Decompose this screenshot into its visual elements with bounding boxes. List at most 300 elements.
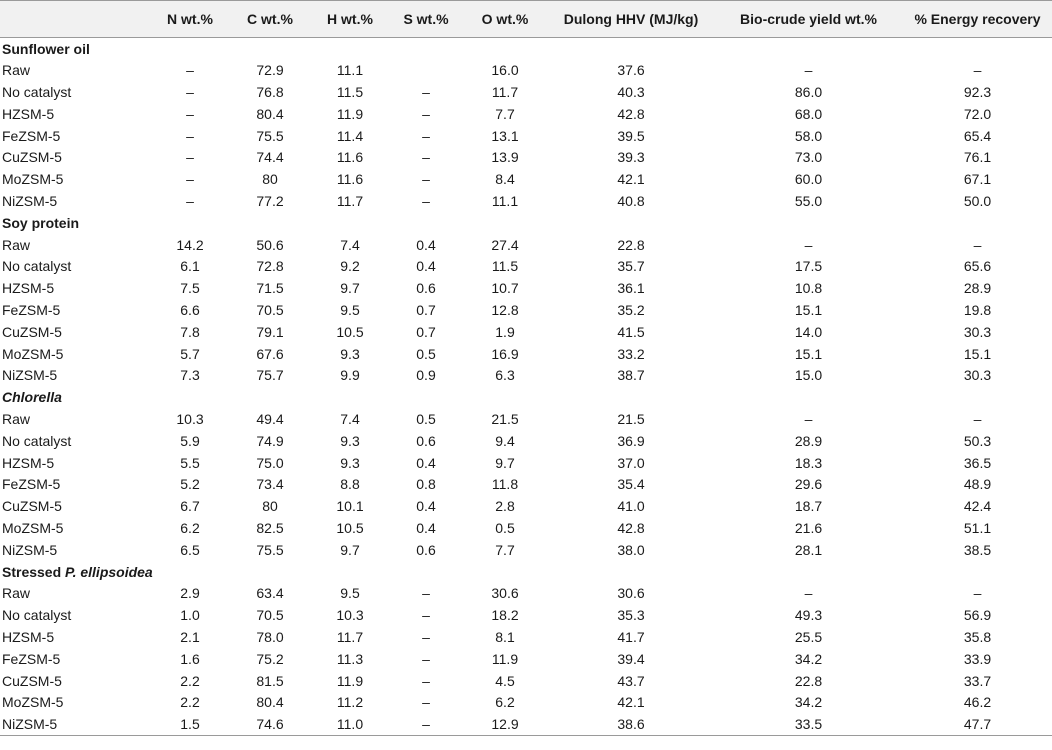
hhv-cell: 41.5 xyxy=(617,323,645,340)
nitrogen-cell: – xyxy=(186,192,194,209)
hhv-cell: 42.8 xyxy=(617,105,645,122)
yield-cell: 34.2 xyxy=(794,694,823,711)
hydrogen-cell: 9.9 xyxy=(340,367,360,384)
hydrogen-cell: 9.5 xyxy=(340,301,360,318)
sulfur-cell: – xyxy=(422,83,430,100)
energy-recovery-cell: 76.1 xyxy=(963,149,992,166)
oxygen-cell: 27.4 xyxy=(491,236,519,253)
table-row xyxy=(0,691,1052,713)
yield-cell: 10.8 xyxy=(794,280,823,297)
yield-cell: 60.0 xyxy=(794,171,823,188)
table-row xyxy=(0,648,1052,670)
energy-recovery-cell: 50.3 xyxy=(963,432,992,449)
hydrogen-cell: 9.7 xyxy=(340,541,360,558)
sulfur-cell: 0.4 xyxy=(416,454,436,471)
header-cell-blank xyxy=(0,1,150,38)
sulfur-cell: – xyxy=(422,628,430,645)
table-row xyxy=(0,168,1052,190)
yield-cell: 58.0 xyxy=(794,127,823,144)
oxygen-cell: 2.8 xyxy=(495,498,515,515)
sulfur-cell: 0.6 xyxy=(416,541,436,558)
nitrogen-cell: 14.2 xyxy=(176,236,204,253)
table-row xyxy=(0,103,1052,125)
table-row xyxy=(0,713,1052,735)
oxygen-cell: 11.8 xyxy=(491,476,519,493)
table-row xyxy=(0,539,1052,561)
yield-cell: 28.9 xyxy=(794,432,823,449)
header-cell-hydrogen: H wt.% xyxy=(327,11,373,27)
hhv-cell: 33.2 xyxy=(617,345,645,362)
nitrogen-cell: 2.2 xyxy=(180,672,200,689)
yield-cell: – xyxy=(804,236,813,253)
table-row xyxy=(0,452,1052,474)
hydrogen-cell: 10.1 xyxy=(336,498,364,515)
energy-recovery-cell: 38.5 xyxy=(963,541,992,558)
carbon-cell: 71.5 xyxy=(256,280,284,297)
table-row xyxy=(0,59,1052,81)
sulfur-cell: 0.4 xyxy=(416,519,436,536)
row-label: No catalyst xyxy=(2,607,72,624)
row-label: No catalyst xyxy=(2,83,72,100)
hydrogen-cell: 9.3 xyxy=(340,345,360,362)
row-label: NiZSM-5 xyxy=(2,192,58,209)
table-row xyxy=(0,604,1052,626)
oxygen-cell: 4.5 xyxy=(495,672,515,689)
row-label: FeZSM-5 xyxy=(2,476,61,493)
sulfur-cell: – xyxy=(422,607,430,624)
energy-recovery-cell: – xyxy=(973,236,982,253)
section-title-text: Soy protein xyxy=(2,214,80,231)
row-label: Raw xyxy=(2,62,31,79)
table-header-row xyxy=(0,1,1052,38)
sulfur-cell: – xyxy=(422,149,430,166)
sulfur-cell: 0.7 xyxy=(416,301,436,318)
hydrogen-cell: 7.4 xyxy=(340,236,360,253)
section-title-prefix: Stressed xyxy=(2,563,66,580)
nitrogen-cell: 10.3 xyxy=(176,410,204,427)
yield-cell: 18.7 xyxy=(794,498,823,515)
oxygen-cell: 21.5 xyxy=(491,410,519,427)
hydrogen-cell: 11.9 xyxy=(336,672,364,689)
hhv-cell: 40.3 xyxy=(617,83,645,100)
section-header-row xyxy=(0,38,1052,60)
yield-cell: – xyxy=(804,410,813,427)
yield-cell: 17.5 xyxy=(794,258,823,275)
oxygen-cell: 16.9 xyxy=(491,345,519,362)
oxygen-cell: 8.4 xyxy=(495,171,515,188)
section-header-row xyxy=(0,212,1052,234)
sulfur-cell: 0.5 xyxy=(416,410,436,427)
energy-recovery-cell: 30.3 xyxy=(963,323,992,340)
row-label: FeZSM-5 xyxy=(2,650,61,667)
sulfur-cell: 0.6 xyxy=(416,432,436,449)
nitrogen-cell: 1.0 xyxy=(180,607,200,624)
row-label: NiZSM-5 xyxy=(2,715,58,732)
header-cell-oxygen: O wt.% xyxy=(481,11,529,27)
section-title-italic: Chlorella xyxy=(2,389,62,406)
header-cell-energy-recovery: % Energy recovery xyxy=(914,11,1041,27)
energy-recovery-cell: 36.5 xyxy=(963,454,992,471)
row-label: MoZSM-5 xyxy=(2,694,64,711)
nitrogen-cell: – xyxy=(186,105,194,122)
hhv-cell: 39.4 xyxy=(617,650,645,667)
carbon-cell: 75.5 xyxy=(256,541,284,558)
row-label: MoZSM-5 xyxy=(2,519,64,536)
hhv-cell: 38.7 xyxy=(617,367,645,384)
yield-cell: 49.3 xyxy=(794,607,823,624)
section-title xyxy=(0,38,1052,60)
energy-recovery-cell: – xyxy=(973,585,982,602)
table-row xyxy=(0,125,1052,147)
oxygen-cell: 11.7 xyxy=(491,83,519,100)
section-title-italic: P. ellipsoidea xyxy=(65,563,153,580)
row-label: MoZSM-5 xyxy=(2,171,64,188)
hhv-cell: 35.4 xyxy=(617,476,645,493)
sulfur-cell: – xyxy=(422,127,430,144)
nitrogen-cell: 6.5 xyxy=(180,541,200,558)
oxygen-cell: 12.9 xyxy=(491,715,519,732)
nitrogen-cell: 6.2 xyxy=(180,519,200,536)
table-row xyxy=(0,234,1052,256)
hhv-cell: 42.8 xyxy=(617,519,645,536)
table-row xyxy=(0,517,1052,539)
table-row xyxy=(0,277,1052,299)
sulfur-cell xyxy=(390,59,462,81)
sulfur-cell: 0.4 xyxy=(416,258,436,275)
hydrogen-cell: 9.7 xyxy=(340,280,360,297)
table-row xyxy=(0,146,1052,168)
row-label: CuZSM-5 xyxy=(2,323,62,340)
energy-recovery-cell: 51.1 xyxy=(963,519,992,536)
carbon-cell: 63.4 xyxy=(256,585,284,602)
section-header-row xyxy=(0,561,1052,583)
yield-cell: 15.0 xyxy=(794,367,823,384)
table-row xyxy=(0,582,1052,604)
nitrogen-cell: 1.5 xyxy=(180,715,200,732)
nitrogen-cell: – xyxy=(186,83,194,100)
nitrogen-cell: 2.2 xyxy=(180,694,200,711)
sulfur-cell: – xyxy=(422,672,430,689)
section-title-text: Sunflower oil xyxy=(2,40,90,57)
oxygen-cell: 6.3 xyxy=(495,367,515,384)
carbon-cell: 80 xyxy=(262,498,278,515)
hhv-cell: 43.7 xyxy=(617,672,645,689)
hydrogen-cell: 9.3 xyxy=(340,432,360,449)
hydrogen-cell: 11.1 xyxy=(336,62,364,79)
row-label: No catalyst xyxy=(2,258,72,275)
table-row xyxy=(0,81,1052,103)
energy-recovery-cell: 46.2 xyxy=(963,694,992,711)
table-body xyxy=(0,38,1052,736)
nitrogen-cell: 5.5 xyxy=(180,454,200,471)
row-label: CuZSM-5 xyxy=(2,498,62,515)
oxygen-cell: 6.2 xyxy=(495,694,515,711)
oxygen-cell: 11.1 xyxy=(491,192,519,209)
nitrogen-cell: – xyxy=(186,149,194,166)
sulfur-cell: 0.9 xyxy=(416,367,436,384)
sulfur-cell: – xyxy=(422,585,430,602)
hydrogen-cell: 11.6 xyxy=(336,149,364,166)
hydrogen-cell: 7.4 xyxy=(340,410,360,427)
hhv-cell: 40.8 xyxy=(617,192,645,209)
yield-cell: 68.0 xyxy=(794,105,823,122)
energy-recovery-cell: 48.9 xyxy=(963,476,992,493)
yield-cell: 22.8 xyxy=(794,672,823,689)
carbon-cell: 82.5 xyxy=(256,519,284,536)
nitrogen-cell: 5.2 xyxy=(180,476,200,493)
carbon-cell: 80.4 xyxy=(256,105,284,122)
yield-cell: 55.0 xyxy=(794,192,823,209)
nitrogen-cell: 6.6 xyxy=(180,301,200,318)
carbon-cell: 79.1 xyxy=(256,323,284,340)
energy-recovery-cell: 65.4 xyxy=(963,127,992,144)
sulfur-cell: 0.4 xyxy=(416,498,436,515)
hhv-cell: 37.6 xyxy=(617,62,645,79)
nitrogen-cell: 5.9 xyxy=(180,432,200,449)
yield-cell: – xyxy=(804,585,813,602)
hhv-cell: 42.1 xyxy=(617,171,645,188)
hhv-cell: 36.9 xyxy=(617,432,645,449)
carbon-cell: 75.5 xyxy=(256,127,284,144)
hhv-cell: 30.6 xyxy=(617,585,645,602)
table-row xyxy=(0,364,1052,386)
energy-recovery-cell: 33.7 xyxy=(963,672,992,689)
sulfur-cell: 0.7 xyxy=(416,323,436,340)
energy-recovery-cell: 15.1 xyxy=(963,345,992,362)
carbon-cell: 73.4 xyxy=(256,476,284,493)
hhv-cell: 21.5 xyxy=(617,410,645,427)
row-label: NiZSM-5 xyxy=(2,367,58,384)
table-row xyxy=(0,321,1052,343)
nitrogen-cell: 5.7 xyxy=(180,345,200,362)
hhv-cell: 35.3 xyxy=(617,607,645,624)
energy-recovery-cell: 72.0 xyxy=(963,105,992,122)
nitrogen-cell: – xyxy=(186,62,194,79)
energy-recovery-cell: 42.4 xyxy=(963,498,992,515)
yield-cell: 73.0 xyxy=(794,149,823,166)
row-label: No catalyst xyxy=(2,432,72,449)
energy-recovery-cell: – xyxy=(973,410,982,427)
section-title xyxy=(0,561,1052,583)
header-cell-hhv: Dulong HHV (MJ/kg) xyxy=(563,11,699,27)
table-row xyxy=(0,626,1052,648)
nitrogen-cell: – xyxy=(186,127,194,144)
table-row xyxy=(0,495,1052,517)
table-row xyxy=(0,190,1052,212)
table-row xyxy=(0,408,1052,430)
yield-cell: – xyxy=(804,62,813,79)
hydrogen-cell: 11.2 xyxy=(336,694,364,711)
hhv-cell: 35.7 xyxy=(617,258,645,275)
carbon-cell: 75.0 xyxy=(256,454,284,471)
oxygen-cell: 10.7 xyxy=(491,280,519,297)
energy-recovery-cell: 33.9 xyxy=(963,650,992,667)
hhv-cell: 41.7 xyxy=(617,628,645,645)
hydrogen-cell: 8.8 xyxy=(340,476,360,493)
hydrogen-cell: 11.7 xyxy=(336,192,364,209)
oxygen-cell: 18.2 xyxy=(491,607,519,624)
section-title xyxy=(0,386,1052,408)
oxygen-cell: 8.1 xyxy=(495,628,515,645)
nitrogen-cell: 2.1 xyxy=(180,628,200,645)
carbon-cell: 72.9 xyxy=(256,62,284,79)
table-row xyxy=(0,299,1052,321)
carbon-cell: 75.7 xyxy=(256,367,284,384)
nitrogen-cell: 6.1 xyxy=(180,258,200,275)
carbon-cell: 74.9 xyxy=(256,432,284,449)
sulfur-cell: – xyxy=(422,715,430,732)
section-title xyxy=(0,212,1052,234)
table-row xyxy=(0,343,1052,365)
oxygen-cell: 7.7 xyxy=(495,105,515,122)
yield-cell: 25.5 xyxy=(794,628,823,645)
oxygen-cell: 7.7 xyxy=(495,541,515,558)
oxygen-cell: 9.7 xyxy=(495,454,515,471)
carbon-cell: 50.6 xyxy=(256,236,284,253)
nitrogen-cell: 6.7 xyxy=(180,498,200,515)
yield-cell: 21.6 xyxy=(794,519,823,536)
nitrogen-cell: 7.5 xyxy=(180,280,200,297)
sulfur-cell: 0.4 xyxy=(416,236,436,253)
hhv-cell: 37.0 xyxy=(617,454,645,471)
oxygen-cell: 30.6 xyxy=(491,585,519,602)
sulfur-cell: – xyxy=(422,192,430,209)
hydrogen-cell: 11.6 xyxy=(336,171,364,188)
sulfur-cell: – xyxy=(422,171,430,188)
yield-cell: 15.1 xyxy=(794,301,823,318)
carbon-cell: 78.0 xyxy=(256,628,284,645)
energy-recovery-cell: 30.3 xyxy=(963,367,992,384)
oxygen-cell: 13.1 xyxy=(491,127,519,144)
energy-recovery-cell: 47.7 xyxy=(963,715,992,732)
hhv-cell: 41.0 xyxy=(617,498,645,515)
table-row xyxy=(0,255,1052,277)
hydrogen-cell: 11.9 xyxy=(336,105,364,122)
sulfur-cell: 0.6 xyxy=(416,280,436,297)
row-label: HZSM-5 xyxy=(2,454,55,471)
row-label: CuZSM-5 xyxy=(2,149,62,166)
hhv-cell: 39.3 xyxy=(617,149,645,166)
hhv-cell: 38.0 xyxy=(617,541,645,558)
row-label: HZSM-5 xyxy=(2,628,55,645)
row-label: HZSM-5 xyxy=(2,105,55,122)
table-row xyxy=(0,473,1052,495)
oxygen-cell: 9.4 xyxy=(495,432,515,449)
carbon-cell: 70.5 xyxy=(256,301,284,318)
carbon-cell: 74.6 xyxy=(256,715,284,732)
section-header-row xyxy=(0,386,1052,408)
sulfur-cell: – xyxy=(422,650,430,667)
yield-cell: 86.0 xyxy=(794,83,823,100)
hydrogen-cell: 10.5 xyxy=(336,519,364,536)
oxygen-cell: 13.9 xyxy=(491,149,519,166)
energy-recovery-cell: 67.1 xyxy=(963,171,992,188)
carbon-cell: 77.2 xyxy=(256,192,284,209)
hydrogen-cell: 11.4 xyxy=(336,127,364,144)
hhv-cell: 35.2 xyxy=(617,301,645,318)
carbon-cell: 75.2 xyxy=(256,650,284,667)
oxygen-cell: 0.5 xyxy=(495,519,515,536)
carbon-cell: 72.8 xyxy=(256,258,284,275)
carbon-cell: 70.5 xyxy=(256,607,284,624)
nitrogen-cell: 7.8 xyxy=(180,323,200,340)
hydrogen-cell: 10.3 xyxy=(336,607,364,624)
header-cell-sulfur: S wt.% xyxy=(403,11,449,27)
energy-recovery-cell: 50.0 xyxy=(963,192,992,209)
yield-cell: 18.3 xyxy=(794,454,823,471)
row-label: FeZSM-5 xyxy=(2,301,61,318)
oxygen-cell: 1.9 xyxy=(495,323,515,340)
row-label: CuZSM-5 xyxy=(2,672,62,689)
row-label: Raw xyxy=(2,585,31,602)
hhv-cell: 38.6 xyxy=(617,715,645,732)
header-cell-yield: Bio-crude yield wt.% xyxy=(740,11,877,27)
carbon-cell: 80.4 xyxy=(256,694,284,711)
yield-cell: 33.5 xyxy=(794,715,823,732)
hydrogen-cell: 11.5 xyxy=(336,83,364,100)
header-cell-carbon: C wt.% xyxy=(247,11,293,27)
hhv-cell: 22.8 xyxy=(617,236,645,253)
nitrogen-cell: 1.6 xyxy=(180,650,200,667)
nitrogen-cell: – xyxy=(186,171,194,188)
hydrogen-cell: 11.0 xyxy=(336,715,364,732)
carbon-cell: 49.4 xyxy=(256,410,284,427)
hydrogen-cell: 9.3 xyxy=(340,454,360,471)
oxygen-cell: 11.5 xyxy=(491,258,519,275)
hydrogen-cell: 11.7 xyxy=(336,628,364,645)
oxygen-cell: 11.9 xyxy=(491,650,519,667)
sulfur-cell: – xyxy=(422,694,430,711)
hhv-cell: 39.5 xyxy=(617,127,645,144)
yield-cell: 28.1 xyxy=(794,541,823,558)
energy-recovery-cell: 56.9 xyxy=(963,607,992,624)
carbon-cell: 74.4 xyxy=(256,149,284,166)
row-label: HZSM-5 xyxy=(2,280,55,297)
row-label: MoZSM-5 xyxy=(2,345,64,362)
table-row xyxy=(0,670,1052,692)
oxygen-cell: 12.8 xyxy=(491,301,519,318)
oxygen-cell: 16.0 xyxy=(491,62,519,79)
yield-cell: 29.6 xyxy=(794,476,823,493)
row-label: FeZSM-5 xyxy=(2,127,61,144)
hhv-cell: 42.1 xyxy=(617,694,645,711)
row-label: NiZSM-5 xyxy=(2,541,58,558)
table-row xyxy=(0,430,1052,452)
carbon-cell: 67.6 xyxy=(256,345,284,362)
sulfur-cell: – xyxy=(422,105,430,122)
yield-cell: 14.0 xyxy=(794,323,823,340)
hydrogen-cell: 10.5 xyxy=(336,323,364,340)
energy-recovery-cell: 92.3 xyxy=(963,83,992,100)
row-label: Raw xyxy=(2,236,31,253)
carbon-cell: 80 xyxy=(262,171,278,188)
sulfur-cell: 0.8 xyxy=(416,476,436,493)
header-cell-nitrogen: N wt.% xyxy=(167,11,213,27)
energy-recovery-cell: 65.6 xyxy=(963,258,992,275)
yield-cell: 15.1 xyxy=(794,345,823,362)
carbon-cell: 76.8 xyxy=(256,83,284,100)
hydrogen-cell: 9.2 xyxy=(340,258,360,275)
energy-recovery-cell: 35.8 xyxy=(963,628,992,645)
hhv-cell: 36.1 xyxy=(617,280,645,297)
hydrogen-cell: 9.5 xyxy=(340,585,360,602)
energy-recovery-cell: – xyxy=(973,62,982,79)
row-label: Raw xyxy=(2,410,31,427)
hydrogen-cell: 11.3 xyxy=(336,650,364,667)
carbon-cell: 81.5 xyxy=(256,672,284,689)
yield-cell: 34.2 xyxy=(794,650,823,667)
energy-recovery-cell: 19.8 xyxy=(963,301,992,318)
